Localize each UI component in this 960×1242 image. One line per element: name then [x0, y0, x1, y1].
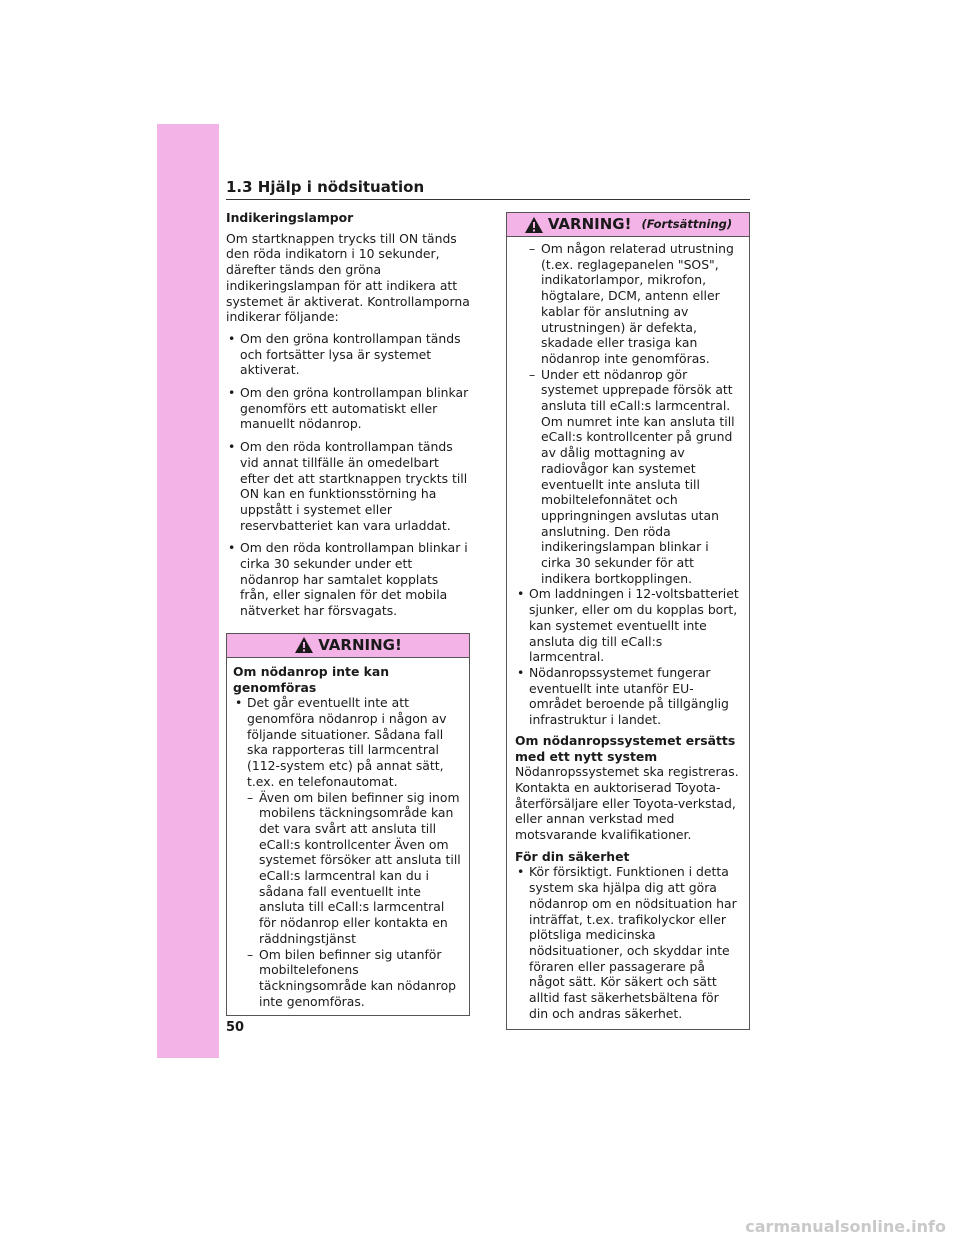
- watermark: carmanualsonline.info: [745, 1217, 946, 1236]
- list-item: • Om den röda kontrollampan blinkar i cirka 30 sekunder under ett nödanrop har samtalet kopplats från, eller signalen för det mobila nätverket har försvagats.: [226, 540, 470, 619]
- warning-box: [226, 633, 470, 1016]
- warning-title: VARNING!: [318, 635, 402, 654]
- list-item: • Kör försiktigt. Funktionen i detta system ska hjälpa dig att göra nödanrop om en nödsituation har inträffat, t.ex. trafikolyckor eller plötsliga medicinska nödsituationer, och skyddar inte föraren eller passagerare på något sätt. Kör säkert och sätt alltid fast säkerhetsbältena för din och andras säkerhet.: [515, 864, 741, 1021]
- replacement-paragraph: Nödanropssystemet ska registreras. Kontakta en auktoriserad Toyota-återförsäljare eller Toyota-verkstad, eller annan verkstad med motsvarande kvalifikationer.: [515, 764, 739, 843]
- list-item: • Om den gröna kontrollampan tänds och fortsätter lysa är systemet aktiverat.: [226, 331, 470, 378]
- replacement-heading: Om nödanropssystemet ersätts med ett nytt system: [515, 732, 736, 764]
- warning-heading: Om nödanrop inte kan genomföras: [233, 663, 390, 695]
- page-number: 50: [226, 1020, 245, 1035]
- warning-continued-label: (Fortsättning): [641, 216, 733, 231]
- right-column: [506, 212, 750, 1030]
- safety-heading: För din säkerhet: [515, 848, 630, 864]
- warning-header: [227, 634, 469, 658]
- list-item: • Om den röda kontrollampan tänds vid annat tillfälle än omedelbart efter det att startknappen tryckts till ON kan en funktionsstörning ha uppstått i systemet eller reservbatteriet kan vara urladdat.: [226, 439, 470, 533]
- warning-title: VARNING!: [547, 214, 632, 233]
- warning-body: [227, 658, 469, 1015]
- list-item-text: Det går eventuellt inte att genomföra nödanrop i någon av följande situationer. Sådana fall ska rapporteras till larmcentral (112-system etc) på annat sätt, t.ex. en telefonautomat.: [247, 695, 447, 789]
- warning-continued-box: [506, 212, 750, 1030]
- warning-triangle-icon: [294, 636, 314, 654]
- warning-dash-list: [233, 790, 463, 1010]
- warning-triangle-icon: [524, 216, 544, 234]
- indicator-intro: Om startknappen trycks till ON tänds den röda indikatorn i 10 sekunder, därefter tänds den gröna indikeringslampan för att indikera att systemet är aktiverat. Kontrollamporna indikerar följande:: [226, 230, 470, 325]
- list-item: – Om bilen befinner sig utanför mobiltelefonens täckningsområde kan nödanrop inte genomföras.: [233, 947, 463, 1010]
- indicator-list: [226, 331, 470, 619]
- indicator-heading: Indikeringslampor: [226, 210, 354, 225]
- list-item: – Under ett nödanrop gör systemet upprepade försök att ansluta till eCall:s larmcentral. Om numret inte kan ansluta till eCall:s kontrollcenter på grund av dålig mottagning av radiovågor kan systemet eventuellt inte ansluta till mobiltelefonnätet och uppringningen avslutas utan anslutning. Den röda indikeringslampan blinkar i cirka 30 sekunder för att indikera bortkopplingen.: [515, 367, 741, 587]
- safety-list: [515, 864, 741, 1021]
- list-item: • Nödanropssystemet fungerar eventuellt inte utanför EU-området beroende på tillgänglig infrastruktur i landet.: [515, 665, 741, 728]
- list-item: – Även om bilen befinner sig inom mobilens täckningsområde kan det vara svårt att ansluta till eCall:s kontrollcenter Även om systemet försöker att ansluta till eCall:s larmcentral kan du i sådana fall eventuellt inte ansluta till eCall:s larmcentral för nödanrop eller kontakta en räddningstjänst: [233, 790, 463, 947]
- left-column: [226, 210, 470, 1016]
- warning-dash-list: [515, 241, 741, 586]
- list-item: – Om någon relaterad utrustning (t.ex. reglagepanelen "SOS", indikatorlampor, mikrofon, högtalare, DCM, antenn eller kablar för anslutning av utrustningen) är defekta, skadade eller trasiga kan nödanrop inte genomföras.: [515, 241, 741, 367]
- list-item: • Om laddningen i 12-voltsbatteriet sjunker, eller om du kopplas bort, kan systemet eventuellt inte ansluta dig till eCall:s larmcentral.: [515, 586, 741, 665]
- section-header: 1.3 Hjälp i nödsituation: [226, 178, 750, 200]
- warning-list: [233, 695, 463, 789]
- list-item: [233, 695, 463, 789]
- warning-continued-body: [507, 237, 749, 1029]
- warning-continued-header: [507, 213, 749, 237]
- chapter-side-tab: [157, 124, 219, 1058]
- warning-list: [515, 586, 741, 727]
- list-item: • Om den gröna kontrollampan blinkar genomförs ett automatiskt eller manuellt nödanrop.: [226, 385, 470, 432]
